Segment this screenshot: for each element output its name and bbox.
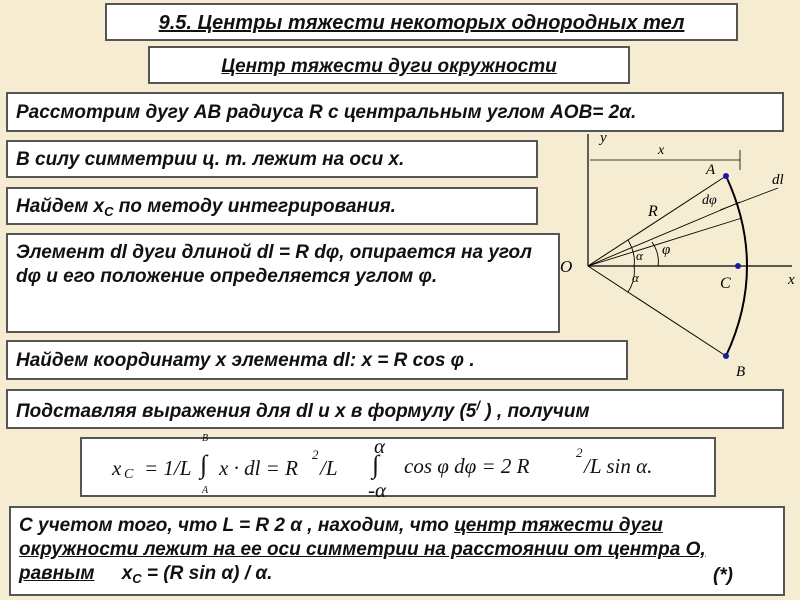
label-dphi: dφ [702, 193, 717, 208]
label-x-axis: x [788, 272, 795, 288]
label-x-top: x [658, 143, 665, 158]
text-block-coordinate: Найдем координату x элемента dl: x = R cos φ . [6, 340, 628, 380]
find-xc-pre: Найдем x [16, 196, 105, 217]
text-block-substitution [6, 389, 784, 429]
radius-OB [588, 266, 726, 356]
label-B: B [736, 364, 746, 380]
formula-upper2: α [374, 434, 386, 458]
substitution-prime: / [476, 398, 480, 413]
conclusion-final: = (R sin α) / α. [141, 562, 273, 584]
find-xc-sub: C [104, 204, 114, 219]
label-A: A [706, 162, 716, 178]
label-alpha-upper: α [636, 248, 643, 263]
formula-c-sub: C [124, 467, 134, 482]
formula-x: x [112, 456, 122, 480]
formula-eq1: = 1/L [144, 456, 192, 480]
point-B [723, 353, 729, 359]
text-block-arc-description [6, 92, 784, 132]
formula-body2: cos φ dφ = 2 R [404, 454, 530, 478]
text-block-element-dl: Элемент dl дуги длиной dl = R dφ, опирается на угол dφ и его положение определяется углом φ. [6, 233, 560, 333]
formula-lower1: A [202, 485, 209, 496]
formula-pow1: 2 [312, 447, 319, 462]
label-phi: φ [662, 242, 671, 258]
conclusion-pre: С учетом того, что L = R 2 α , находим, что [19, 515, 455, 536]
equation-reference: (*) [712, 565, 733, 587]
find-xc-post: по методу интегрирования. [113, 196, 396, 217]
formula-lower2: -α [368, 478, 387, 502]
label-O: O [560, 257, 573, 276]
integral-sign-1: ∫ [200, 450, 208, 479]
formula-upper1: B [202, 433, 209, 444]
point-C [735, 263, 741, 269]
label-C: C [720, 275, 731, 292]
formula-block [80, 433, 716, 502]
conclusion-underlined: центр тяжести дуги окружности лежит на ее оси симметрии на расстоянии от центра O, равным [19, 515, 706, 584]
label-y: y [600, 130, 607, 146]
arc-description-text: Рассмотрим дугу AB радиуса R с центральным углом AOB= 2α. [16, 102, 637, 123]
dl-leader [720, 188, 778, 210]
page-title: 9.5. Центры тяжести некоторых однородных тел [105, 3, 738, 41]
text-block-symmetry: В силу симметрии ц. т. лежит на оси x. [6, 140, 538, 178]
integral-sign-2: ∫ [372, 450, 380, 479]
conclusion-block [9, 506, 785, 596]
formula-body1: x · dl = R [219, 456, 298, 480]
formula-tail: /L sin α. [584, 454, 653, 478]
arc-diagram [552, 130, 800, 380]
substitution-pre: Подставляя выражения для dl и x в формулу (5 [16, 401, 477, 422]
substitution-post: ) , получим [480, 401, 590, 422]
label-R: R [648, 203, 658, 220]
conclusion-x: x [121, 562, 133, 584]
label-dl: dl [772, 172, 784, 188]
section-subtitle: Центр тяжести дуги окружности [148, 46, 630, 84]
formula-div: /L [320, 456, 338, 480]
formula-pow2: 2 [576, 445, 583, 460]
text-block-find-xc [6, 187, 538, 225]
label-alpha-lower: α [632, 270, 639, 285]
point-A [723, 173, 729, 179]
conclusion-c-sub: C [132, 570, 142, 586]
